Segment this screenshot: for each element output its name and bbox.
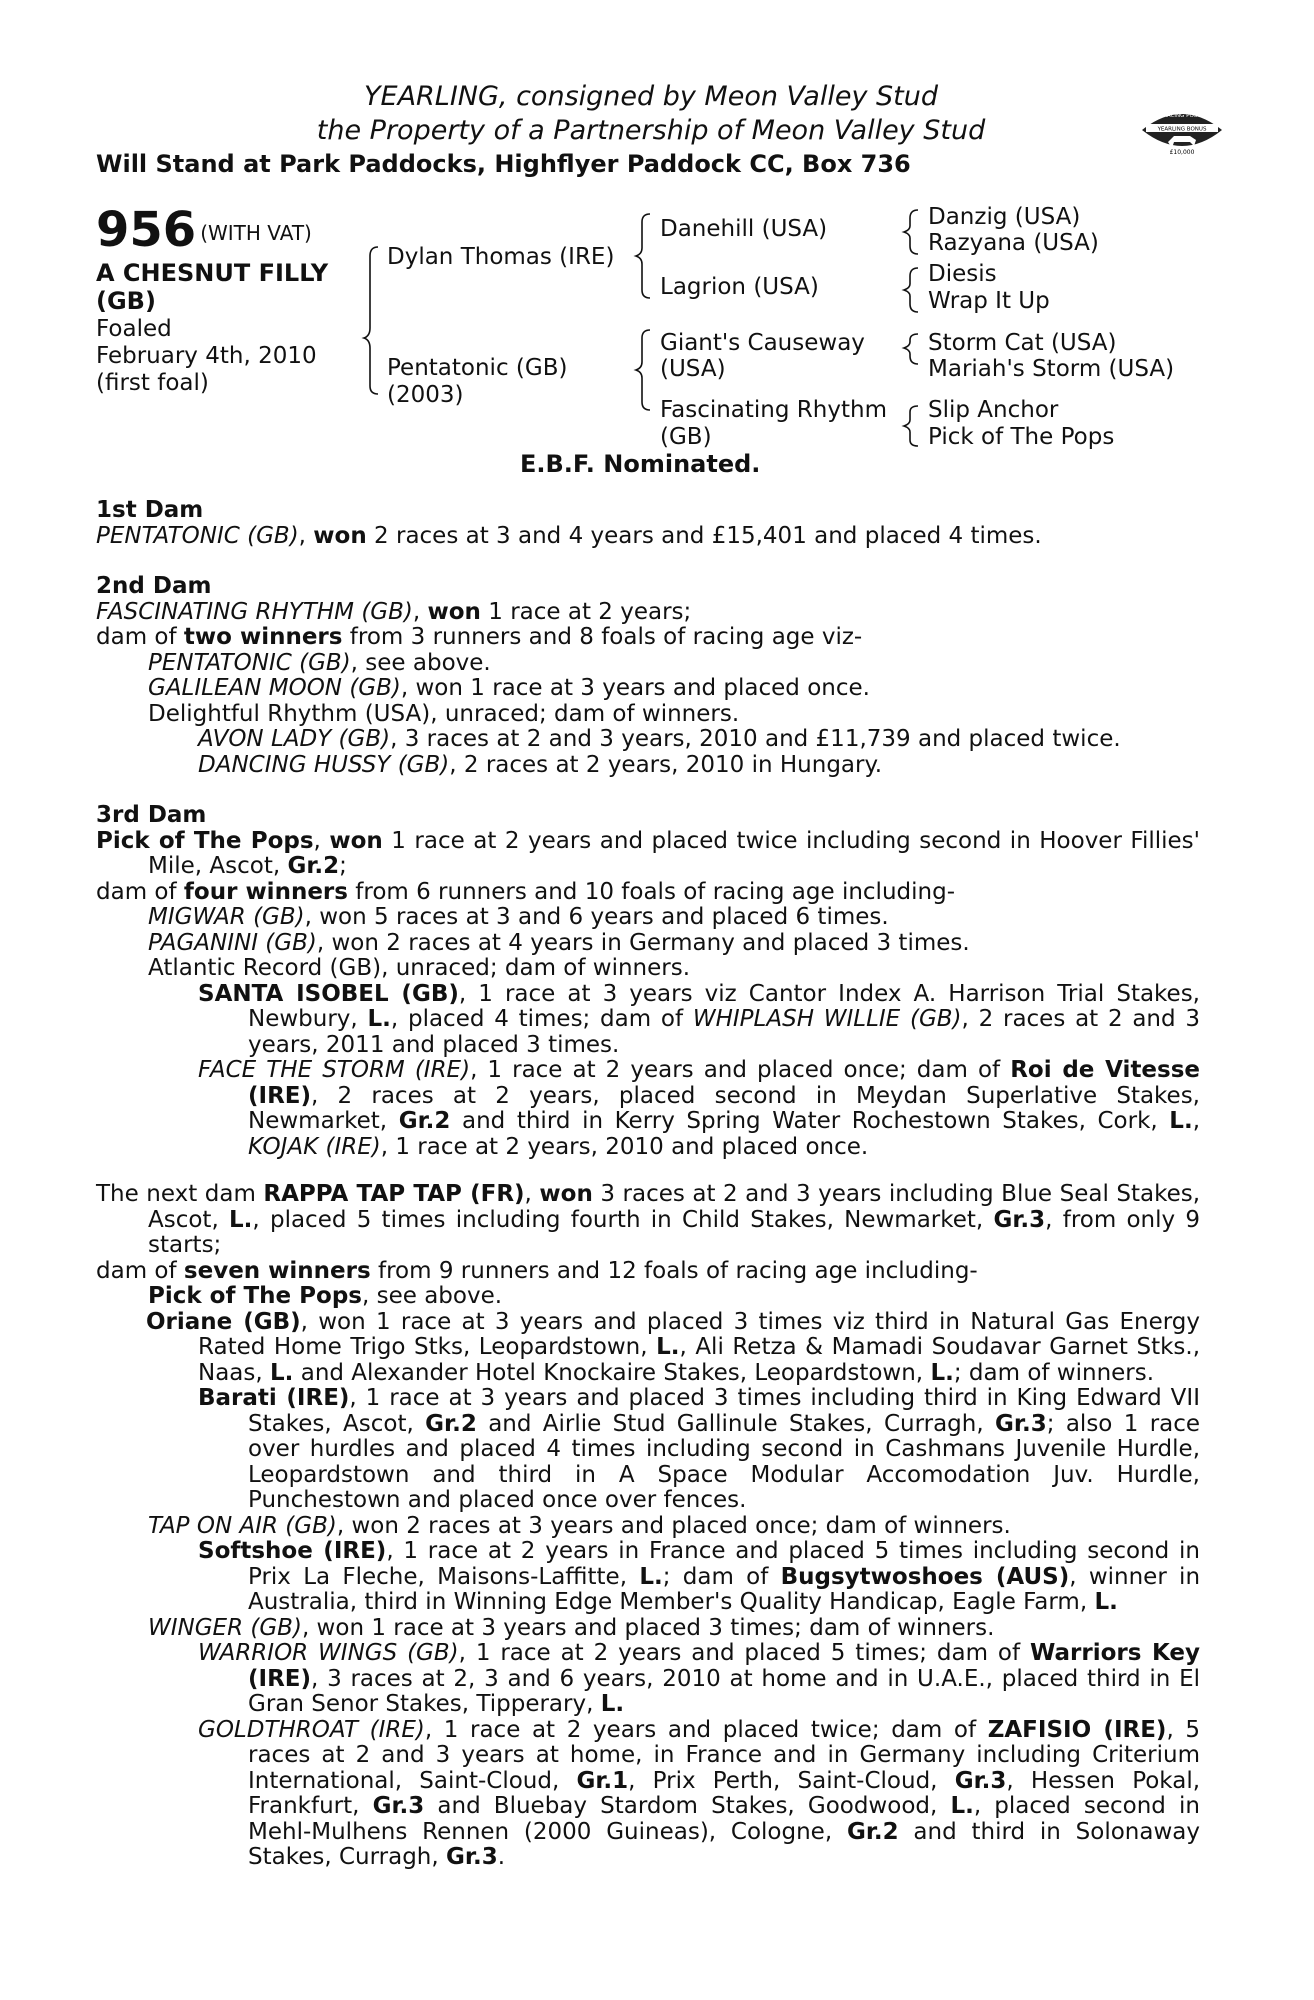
list-item: GALILEAN MOON (GB), won 1 race at 3 years and placed once. [148,675,870,701]
next-dam-produce: dam of seven winners from 9 runners and 12 foals of racing age including- [96,1257,978,1284]
first-dam-heading: 1st Dam [96,497,204,523]
dam-details [96,498,1200,1871]
third-dam-produce: dam of four winners from 6 runners and 10 foals of racing age including- [96,878,955,905]
list-item: WINGER (GB), won 1 race at 3 years and placed 3 times; dam of winners. [148,1614,995,1641]
second-dam-entry: FASCINATING RHYTHM (GB), won 1 race at 2 years; [96,598,692,625]
badge-bottom-text: £10,000 [1169,149,1195,156]
list-item: Barati (IRE), 1 race at 3 years and placed 3 times including third in King Edward VII Stakes, Ascot, Gr.2 and Airlie Stud Gallinule Stakes, Curragh, Gr.3; also 1 race over hurdles and placed 4 times including second in Cashmans Juvenile Hurdle, Leopardstown and third in A Space Modular Accomodation Juv. Hurdle, Punchestown and placed once over fences. [198,1385,1201,1513]
pedigree-brackets [0,0,1314,470]
sdd-name: Wrap It Up [928,288,1050,314]
dds-name: Slip Anchor [928,397,1059,423]
first-dam-name: PENTATONIC (GB) [96,522,299,549]
second-dam-produce: dam of two winners from 3 runners and 8 foals of racing age viz- [96,624,863,650]
sss-name: Danzig (USA) [928,204,1081,230]
foaled-label: Foaled [96,316,172,342]
dam-dam-name-1: Fascinating Rhythm [660,397,887,423]
list-item: Softshoe (IRE), 1 race at 2 years in France and placed 5 times including second in Prix La Fleche, Maisons-Laffitte, L.; dam of Bugsytwoshoes (AUS), winner in Australia, third in Winning Edge Member's Quality Handicap, Eagle Farm, L. [198,1538,1201,1615]
sire-dam-name: Lagrion (USA) [660,274,819,300]
second-dam-heading: 2nd Dam [96,573,212,599]
property-line: the Property of a Partnership of Meon Valley Stud [316,115,986,146]
list-item: Delightful Rhythm (USA), unraced; dam of winners. [148,700,740,727]
list-item: SANTA ISOBEL (GB), 1 race at 3 years viz Cantor Index A. Harrison Trial Stakes, Newbury, L., placed 4 times; dam of WHIPLASH WILLIE (GB), 2 races at 2 and 3 years, 2011 and placed 3 times. [198,980,1201,1058]
dam-dam-name-2: (GB) [660,424,712,450]
dsd-name: Mariah's Storm (USA) [928,356,1175,382]
dam-sire-name-2: (USA) [660,356,726,382]
list-item: AVON LADY (GB), 3 races at 2 and 3 years, 2010 and £11,739 and placed twice. [198,726,1121,752]
badge-top-text: RACING POST [1163,113,1201,119]
third-dam-entry: Pick of The Pops, won 1 race at 2 years and placed twice including second in Hoover Fillies' Mile, Ascot, Gr.2; [96,827,1200,879]
dss-name: Storm Cat (USA) [928,330,1117,356]
location-line: Will Stand at Park Paddocks, Highflyer Paddock CC, Box 736 [96,150,911,178]
badge-mid-text: YEARLING BONUS [1157,126,1207,133]
list-item: FACE THE STORM (IRE), 1 race at 2 years and placed once; dam of Roi de Vitesse (IRE), 2 races at 2 years, placed second in Meydan Superlative Stakes, Newmarket, Gr.2 and third in Kerry Spring Water Rochestown Stakes, Cork, L., KOJAK (IRE), 1 race at 2 years, 2010 and placed once. [198,1057,1201,1160]
list-item: GOLDTHROAT (IRE), 1 race at 2 years and placed twice; dam of ZAFISIO (IRE), 5 races at 2 and 3 years at home, in France and in Germany including Criterium International, Saint-Cloud, Gr.1, Prix Perth, Saint-Cloud, Gr.3, Hessen Pokal, Frankfurt, Gr.3 and Bluebay Stardom Stakes, Goodwood, L., placed second in Mehl-Mulhens Rennen (2000 Guineas), Cologne, Gr.2 and third in Solonaway Stakes, Curragh, Gr.3. [198,1716,1201,1870]
ddd-name: Pick of The Pops [928,424,1115,450]
lot-sex-line2: (GB) [96,287,156,315]
dam-foaled-year: (2003) [387,382,464,408]
list-item: PENTATONIC (GB), see above. [148,649,491,676]
list-item: MIGWAR (GB), won 5 races at 3 and 6 years and placed 6 times. [148,904,889,930]
foaled-date: February 4th, 2010 [96,343,317,369]
consignor-line: YEARLING, consigned by Meon Valley Stud [364,81,938,112]
dam-name: Pentatonic (GB) [387,355,568,381]
list-item: PAGANINI (GB), won 2 races at 4 years in Germany and placed 3 times. [148,929,970,956]
list-item: Oriane (GB), won 1 race at 3 years and placed 3 times viz third in Natural Gas Energy Rated Home Trigo Stks, Leopardstown, L., Ali Retza & Mamadi Soudavar Garnet Stks., Naas, L. and Alexander Hotel Knockaire Stakes, Leopardstown, L.; dam of winners. [146,1308,1201,1386]
sds-name: Diesis [928,261,997,287]
ebf-nomination: E.B.F. Nominated. [520,450,761,478]
list-item: TAP ON AIR (GB), won 2 races at 3 years and placed once; dam of winners. [148,1512,1011,1539]
second-dam-name: FASCINATING RHYTHM (GB) [96,598,413,625]
vat-label: (WITH VAT) [200,221,312,245]
list-item: Pick of The Pops, see above. [148,1283,503,1309]
list-item: DANCING HUSSY (GB), 2 races at 2 years, 2010 in Hungary. [198,751,883,778]
foal-note: (first foal) [96,370,209,396]
list-item: Atlantic Record (GB), unraced; dam of winners. [148,955,691,981]
dam-sire-name-1: Giant's Causeway [660,330,865,356]
third-dam-heading: 3rd Dam [96,802,207,828]
lot-sex-line1: A CHESNUT FILLY [96,259,329,287]
list-item: WARRIOR WINGS (GB), 1 race at 2 years and placed 5 times; dam of Warriors Key (IRE), 3 races at 2, 3 and 6 years, 2010 at home and in U.A.E., placed third in El Gran Senor Stakes, Tipperary, L. [198,1640,1201,1717]
ssd-name: Razyana (USA) [928,230,1099,256]
sire-name: Dylan Thomas (IRE) [387,244,615,270]
next-dam-entry: The next dam RAPPA TAP TAP (FR), won 3 races at 2 and 3 years including Blue Seal Stakes, Ascot, L., placed 5 times including fourth in Child Stakes, Newmarket, Gr.3, from only 9 starts; [96,1181,1201,1258]
lot-number: 956 [96,202,197,258]
sire-sire-name: Danehill (USA) [660,216,828,242]
first-dam-entry: PENTATONIC (GB), won 2 races at 3 and 4 years and £15,401 and placed 4 times. [96,522,1042,549]
